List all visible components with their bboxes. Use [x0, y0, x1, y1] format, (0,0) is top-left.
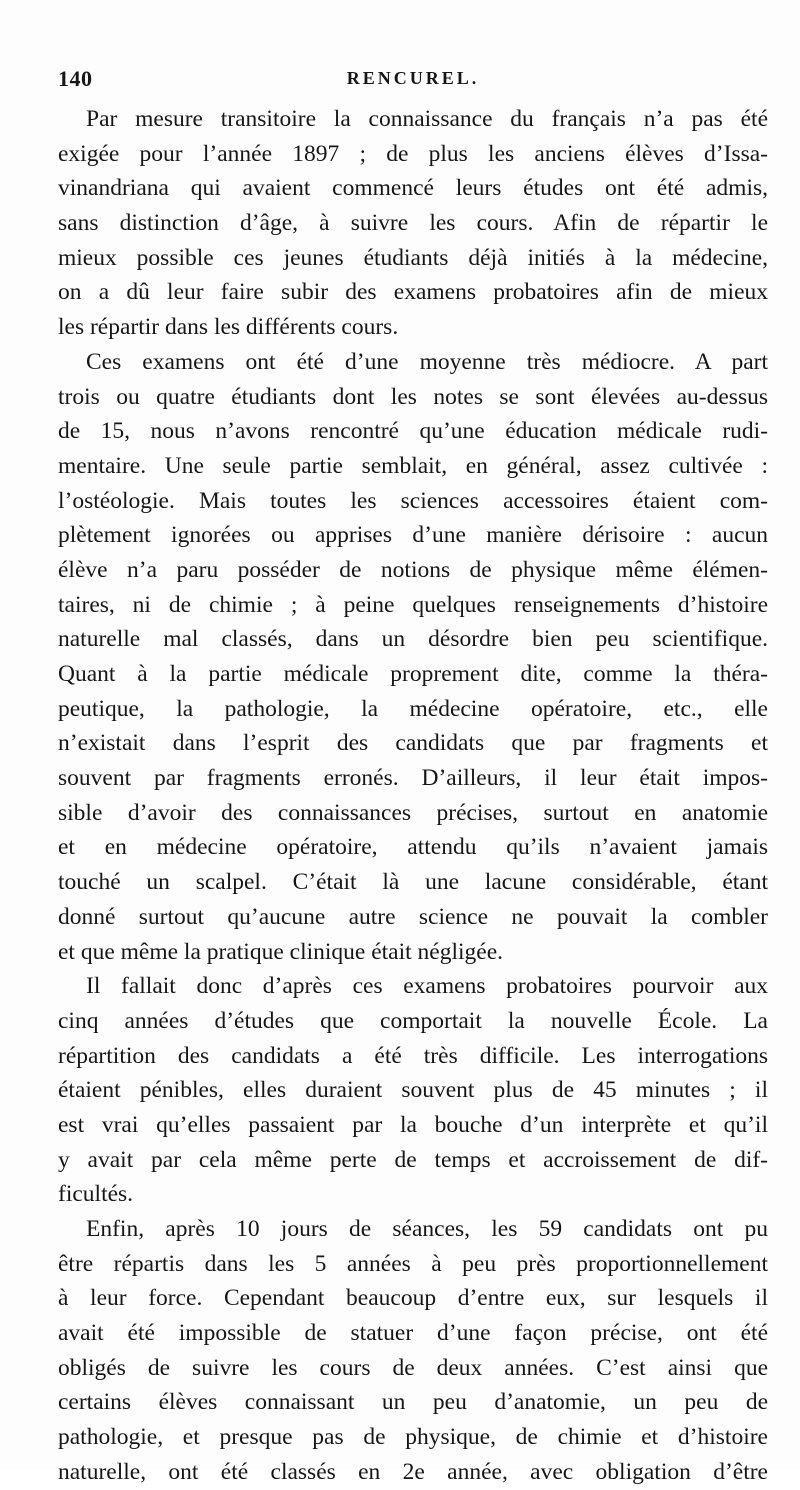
page-header — [58, 66, 768, 96]
text-line: on a dû leur faire subir des examens probatoires afin de mieux — [58, 279, 768, 306]
text-line: ficultés. — [58, 1181, 134, 1208]
text-line: élève n’a paru posséder de notions de physique même élémen- — [58, 556, 768, 583]
text-line: avait été impossible de statuer d’une façon précise, ont été — [58, 1320, 768, 1347]
text-line: pathologie, et presque pas de physique, de chimie et d’histoire — [58, 1424, 768, 1451]
text-line: obligés de suivre les cours de deux années. C’est ainsi que — [58, 1354, 768, 1381]
text-line: Ces examens ont été d’une moyenne très médiocre. A part — [86, 348, 768, 375]
paragraph-2 — [58, 345, 768, 969]
text-line: touché un scalpel. C’était là une lacune considérable, étant — [58, 869, 768, 896]
text-line: sans distinction d’âge, à suivre les cours. Afin de répartir le — [58, 210, 768, 237]
text-line: et en médecine opératoire, attendu qu’ils n’avaient jamais — [58, 834, 768, 861]
text-line: peutique, la pathologie, la médecine opératoire, etc., elle — [58, 695, 768, 722]
text-line: naturelle mal classés, dans un désordre bien peu scientifique. — [58, 626, 768, 653]
text-line: y avait par cela même perte de temps et accroissement de dif- — [58, 1146, 768, 1173]
text-line: répartition des candidats a été très difficile. Les interrogations — [58, 1042, 768, 1069]
text-line: cinq années d’études que comportait la nouvelle École. La — [58, 1007, 768, 1034]
text-line: de 15, nous n’avons rencontré qu’une éducation médicale rudi- — [58, 418, 768, 445]
text-line: à leur force. Cependant beaucoup d’entre eux, sur lesquels il — [58, 1285, 768, 1312]
text-line: et que même la pratique clinique était négligée. — [58, 938, 504, 965]
text-line: Il fallait donc d’après ces examens probatoires pourvoir aux — [86, 973, 768, 1000]
page-number: 140 — [58, 66, 93, 91]
paragraph-3 — [58, 969, 768, 1212]
text-line: les répartir dans les différents cours. — [58, 314, 399, 341]
text-line: mieux possible ces jeunes étudiants déjà initiés à la médecine, — [58, 244, 768, 271]
paragraph-4 — [58, 1212, 768, 1490]
text-line: étaient pénibles, elles duraient souvent plus de 45 minutes ; il — [58, 1077, 768, 1104]
text-line: n’existait dans l’esprit des candidats que par fragments et — [58, 730, 768, 757]
text-line: exigée pour l’année 1897 ; de plus les anciens élèves d’Issa- — [58, 140, 768, 167]
body-text — [58, 102, 768, 1490]
text-line: Quant à la partie médicale proprement dite, comme la théra- — [58, 661, 768, 687]
paragraph-1 — [58, 102, 768, 345]
text-line: donné surtout qu’aucune autre science ne pouvait la combler — [58, 903, 768, 930]
text-line: souvent par fragments erronés. D’ailleurs, il leur était impos- — [58, 765, 768, 792]
text-line: être répartis dans les 5 années à peu près proportionnellement — [58, 1250, 768, 1277]
text-line: naturelle, ont été classés en 2e année, avec obligation d’être — [58, 1458, 768, 1485]
text-line: mentaire. Une seule partie semblait, en général, assez cultivée : — [58, 452, 768, 479]
text-line: est vrai qu’elles passaient par la bouche d’un interprète et qu’il — [58, 1111, 768, 1138]
text-line: taires, ni de chimie ; à peine quelques renseignements d’histoire — [58, 591, 768, 618]
text-line: l’ostéologie. Mais toutes les sciences accessoires étaient com- — [58, 487, 768, 514]
text-line: vinandriana qui avaient commencé leurs études ont été admis, — [58, 175, 768, 202]
text-line: Enfin, après 10 jours de séances, les 59 candidats ont pu — [86, 1216, 768, 1242]
text-line: plètement ignorées ou apprises d’une manière dérisoire : aucun — [58, 522, 768, 549]
text-line: Par mesure transitoire la connaissance du français n’a pas été — [86, 106, 768, 132]
text-line: sible d’avoir des connaissances précises, surtout en anatomie — [58, 799, 768, 826]
running-head: RENCUREL. — [346, 68, 480, 88]
text-line: trois ou quatre étudiants dont les notes se sont élevées au-dessus — [58, 383, 768, 410]
text-line: certains élèves connaissant un peu d’anatomie, un peu de — [58, 1389, 768, 1416]
